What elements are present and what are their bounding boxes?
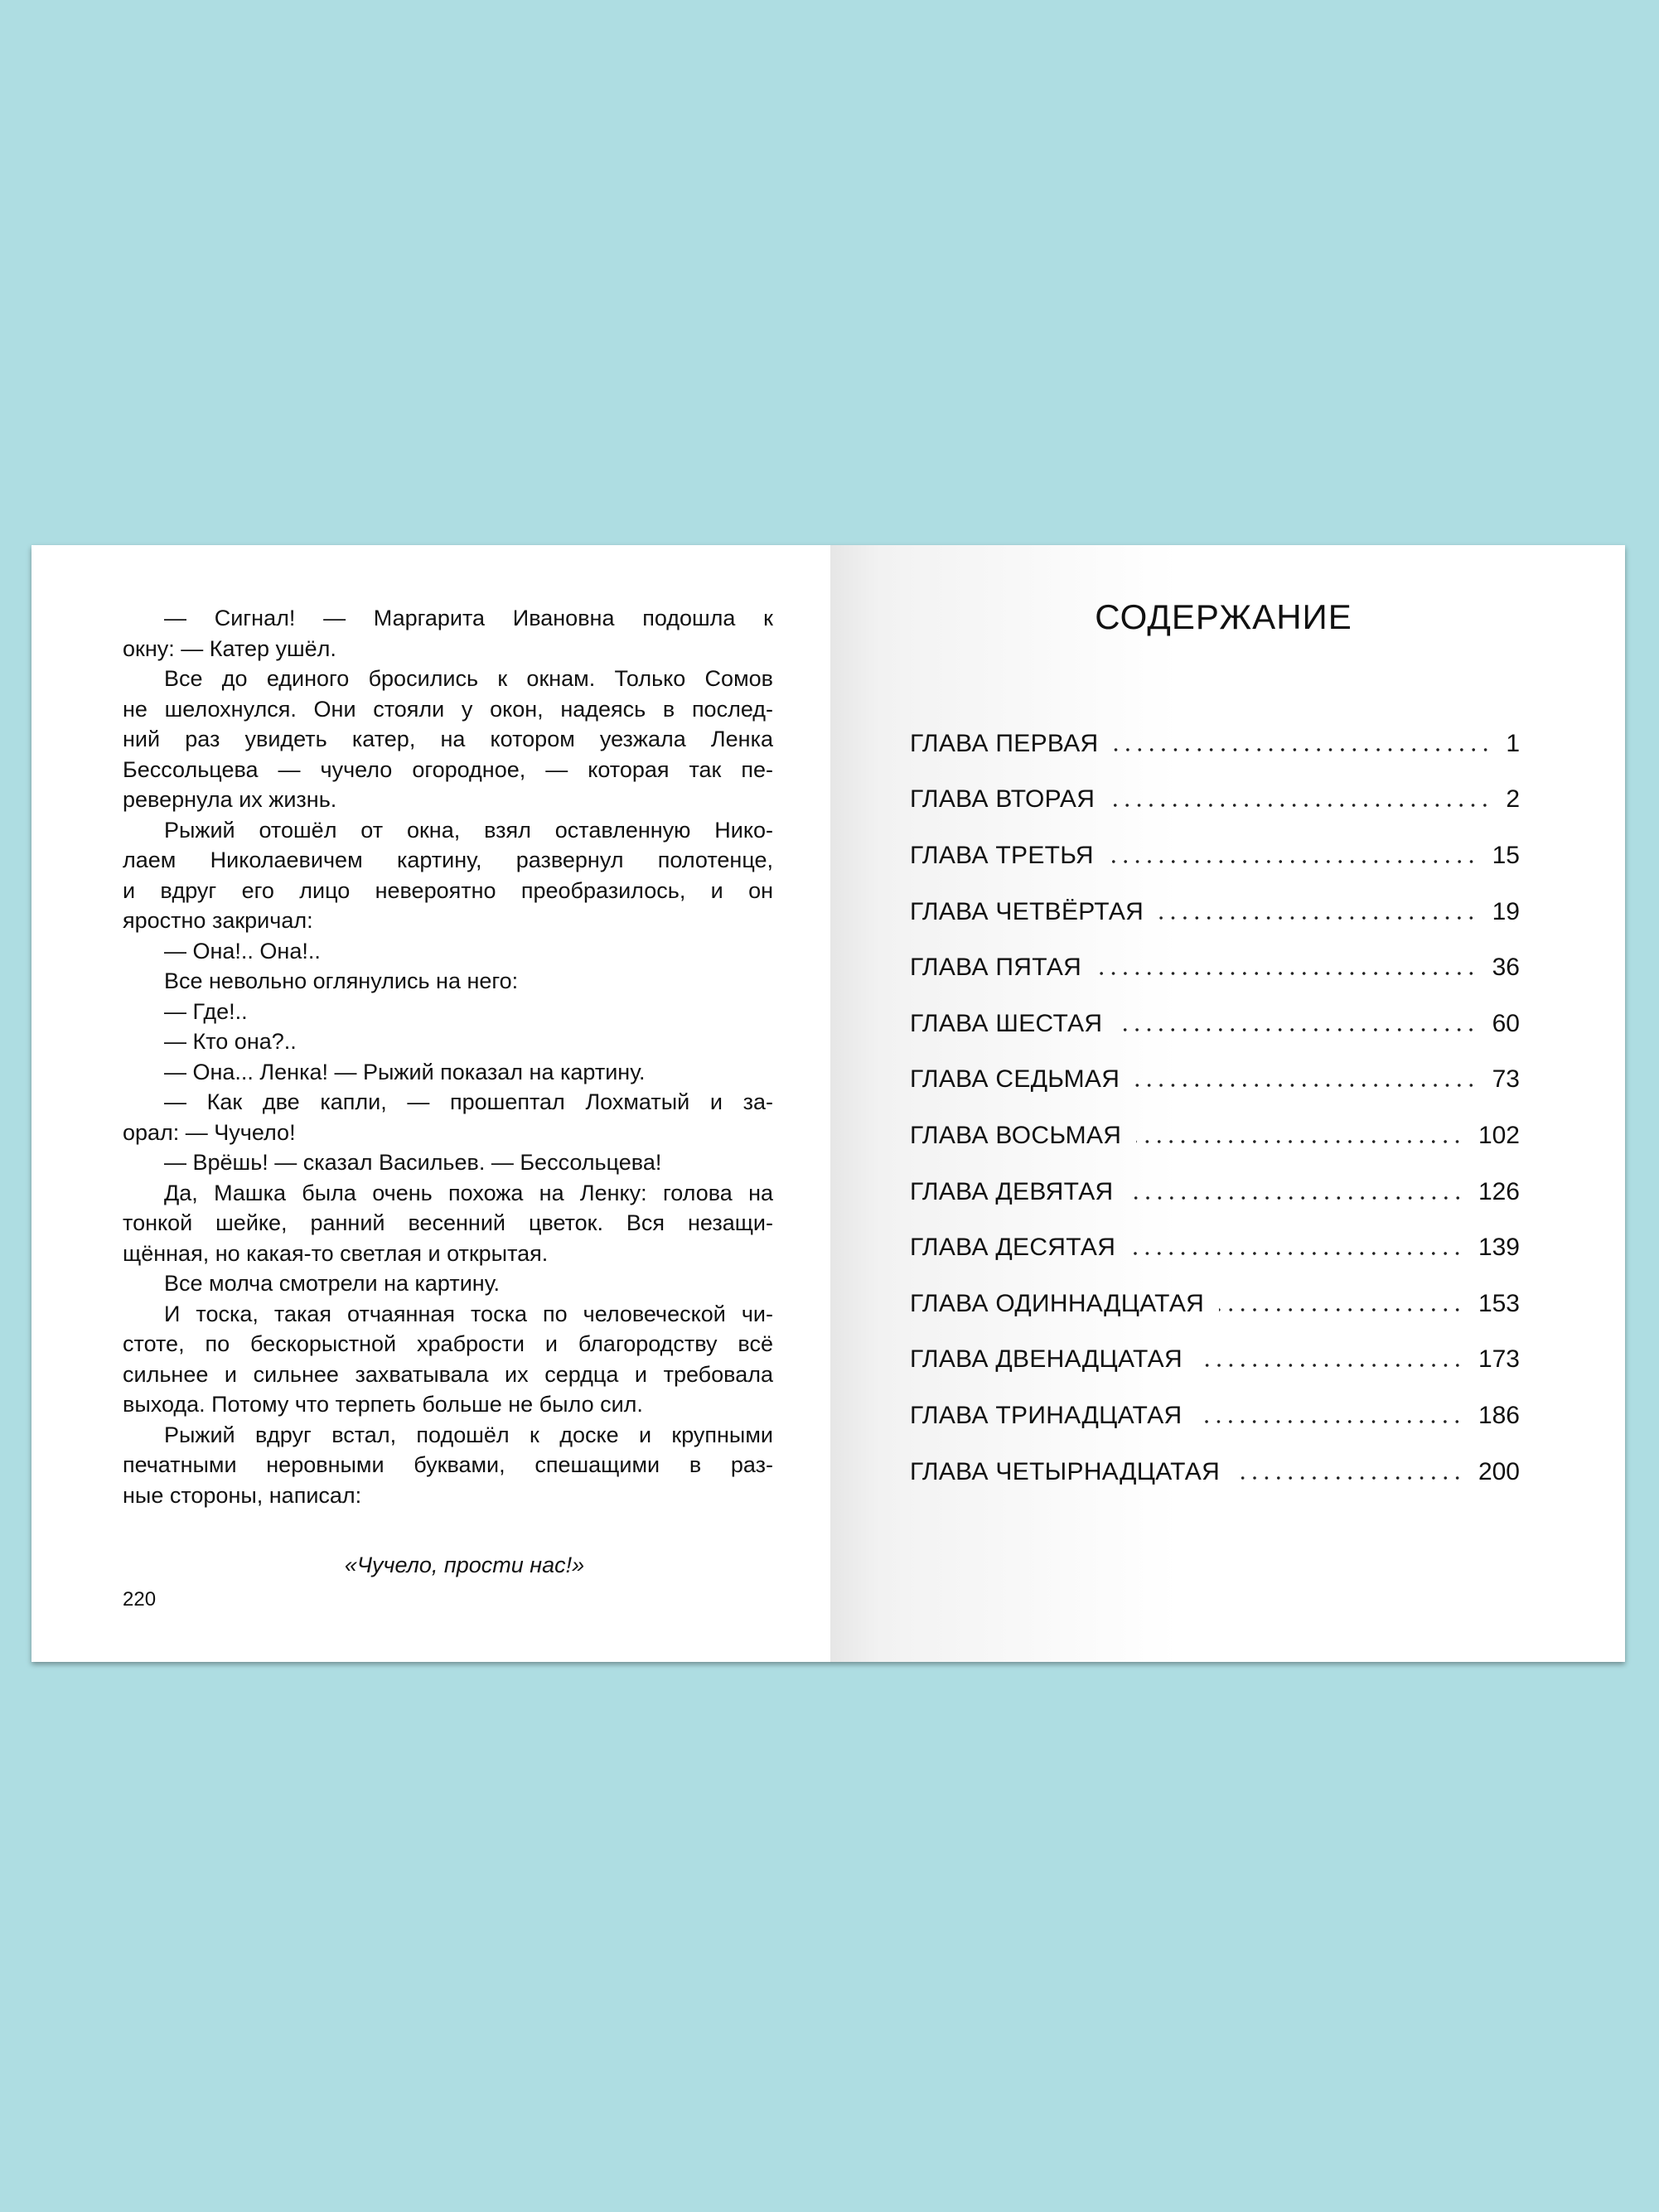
toc-chapter-title: ГЛАВА ЧЕТЫРНАДЦАТАЯ [910,1457,1221,1485]
toc-chapter-title: ГЛАВА ДВЕНАДЦАТАЯ [910,1345,1183,1374]
toc-entry [910,1108,1520,1164]
toc-leader-dots [1134,1067,1477,1092]
toc-page-number: 1 [1506,729,1520,757]
toc-page-number: 19 [1492,897,1520,925]
text-line: стоте, по бескорыстной храбрости и благородству всё [123,1331,773,1356]
text-line: Все молча смотрели на картину. [164,1271,501,1296]
toc-entry [910,1164,1520,1220]
text-line: выхода. Потому что терпеть больше не было сил. [123,1392,643,1417]
book-spread [31,545,1625,1662]
toc-chapter-title: ГЛАВА ДЕСЯТАЯ [910,1234,1116,1262]
toc-chapter-title: ГЛАВА ВОСЬМАЯ [910,1121,1122,1149]
toc-entry [910,1276,1520,1332]
toc-chapter-title: ГЛАВА ВТОРАЯ [910,785,1096,814]
toc-leader-dots [1096,955,1477,980]
toc-chapter-title: ГЛАВА ЧЕТВЁРТАЯ [910,897,1144,925]
toc-chapter-title: ГЛАВА ПЕРВАЯ [910,729,1099,757]
toc-page-number: 36 [1492,954,1520,982]
toc-page-number: 139 [1478,1234,1520,1262]
toc-leader-dots [1130,1235,1463,1260]
toc-leader-dots [1197,1347,1463,1372]
text-line: окну: — Катер ушёл. [123,635,336,661]
text-line: сильнее и сильнее захватывала их сердца и требовала [123,1361,773,1387]
right-page [830,545,1625,1662]
toc-leader-dots [1114,732,1492,756]
toc-leader-dots [1219,1292,1463,1316]
toc-entry [910,1388,1520,1444]
toc-page-number: 173 [1478,1345,1520,1374]
text-line: И тоска, такая отчаянная тоска по человеческой чи- [164,1301,773,1326]
text-line: Все невольно оглянулись на него: [164,968,519,993]
text-line: Все до единого бросились к окнам. Только Сомов [164,666,773,691]
text-line: Бессольцева — чучело огородное, — которая так пе- [123,756,773,782]
toc-page-number: 15 [1492,841,1520,869]
toc-entry [910,1219,1520,1276]
text-line: — Где!.. [164,998,248,1024]
text-line: Да, Машка была очень похожа на Ленку: голова на [164,1180,773,1205]
toc-entry [910,716,1520,772]
text-line: и вдруг его лицо невероятно преобразилось, и он [123,877,773,903]
text-line: — Кто она?.. [164,1029,297,1054]
body-text [123,603,773,1510]
toc-page-number: 60 [1492,1009,1520,1037]
text-line: — Врёшь! — сказал Васильев. — Бессольцева! [164,1150,662,1175]
text-line: Рыжий вдруг встал, подошёл к доске и крупными [164,1422,773,1447]
toc-entry [910,884,1520,940]
toc-leader-dots [1110,787,1491,812]
text-line: — Она!.. Она!.. [164,938,321,964]
toc-title: СОДЕРЖАНИЕ [1095,597,1352,636]
toc-entry [910,1052,1520,1108]
toc-chapter-title: ГЛАВА ТРЕТЬЯ [910,841,1094,869]
toc-page-number: 186 [1478,1401,1520,1429]
toc-leader-dots [1117,1012,1477,1036]
text-line: тонкой шейке, ранний весенний цветок. Вся незащи- [123,1210,773,1235]
text-line: лаем Николаевичем картину, развернул полотенце, [123,848,773,872]
toc-page-number: 102 [1478,1121,1520,1149]
toc-chapter-title: ГЛАВА ШЕСТАЯ [910,1009,1103,1037]
toc-leader-dots [1158,900,1477,925]
left-page [31,545,830,1662]
toc-chapter-title: ГЛАВА СЕДЬМАЯ [910,1065,1120,1094]
text-line: щённая, но какая-то светлая и открытая. [123,1240,549,1266]
toc-page-number: 153 [1478,1289,1520,1317]
toc-chapter-title: ГЛАВА ТРИНАДЦАТАЯ [910,1401,1183,1429]
text-line: орал: — Чучело! [123,1119,296,1145]
toc-entry [910,996,1520,1052]
toc-leader-dots [1197,1403,1463,1428]
toc-page-number: 73 [1492,1065,1520,1094]
page-number: 220 [123,1588,157,1611]
toc-leader-dots [1109,843,1478,868]
toc-leader-dots [1129,1180,1463,1205]
toc-entry [910,1444,1520,1500]
text-line: — Сигнал! — Маргарита Ивановна подошла к [164,606,773,630]
toc-page-number: 200 [1478,1457,1520,1485]
toc-page-number: 2 [1506,785,1520,814]
toc-entry [910,1332,1520,1389]
text-line: — Как две капли, — прошептал Лохматый и за- [164,1089,773,1114]
toc-chapter-title: ГЛАВА ПЯТАЯ [910,954,1082,982]
text-line: яростно закричал: [123,908,313,933]
text-line: печатными неровными буквами, спешащими в раз- [123,1452,773,1477]
toc-chapter-title: ГЛАВА ДЕВЯТАЯ [910,1177,1114,1205]
text-line: — Она... Ленка! — Рыжий показал на картину. [164,1059,646,1084]
toc-entry [910,939,1520,996]
toc-entry [910,828,1520,884]
text-line: Рыжий отошёл от окна, взял оставленную Нико- [164,817,773,843]
toc-leader-dots [1136,1123,1463,1148]
toc-chapter-title: ГЛАВА ОДИННАДЦАТАЯ [910,1289,1205,1317]
toc-entry [910,772,1520,828]
text-line: ний раз увидеть катер, на котором уезжала Ленка [123,727,773,751]
text-line: ревернула их жизнь. [123,787,337,812]
table-of-contents [910,716,1520,1500]
closing-quote: «Чучело, прости нас!» [344,1553,585,1577]
toc-page-number: 126 [1478,1177,1520,1205]
text-line: ные стороны, написал: [123,1482,362,1508]
text-line: не шелохнулся. Они стояли у окон, надеясь в послед- [123,696,773,722]
toc-leader-dots [1235,1460,1463,1485]
